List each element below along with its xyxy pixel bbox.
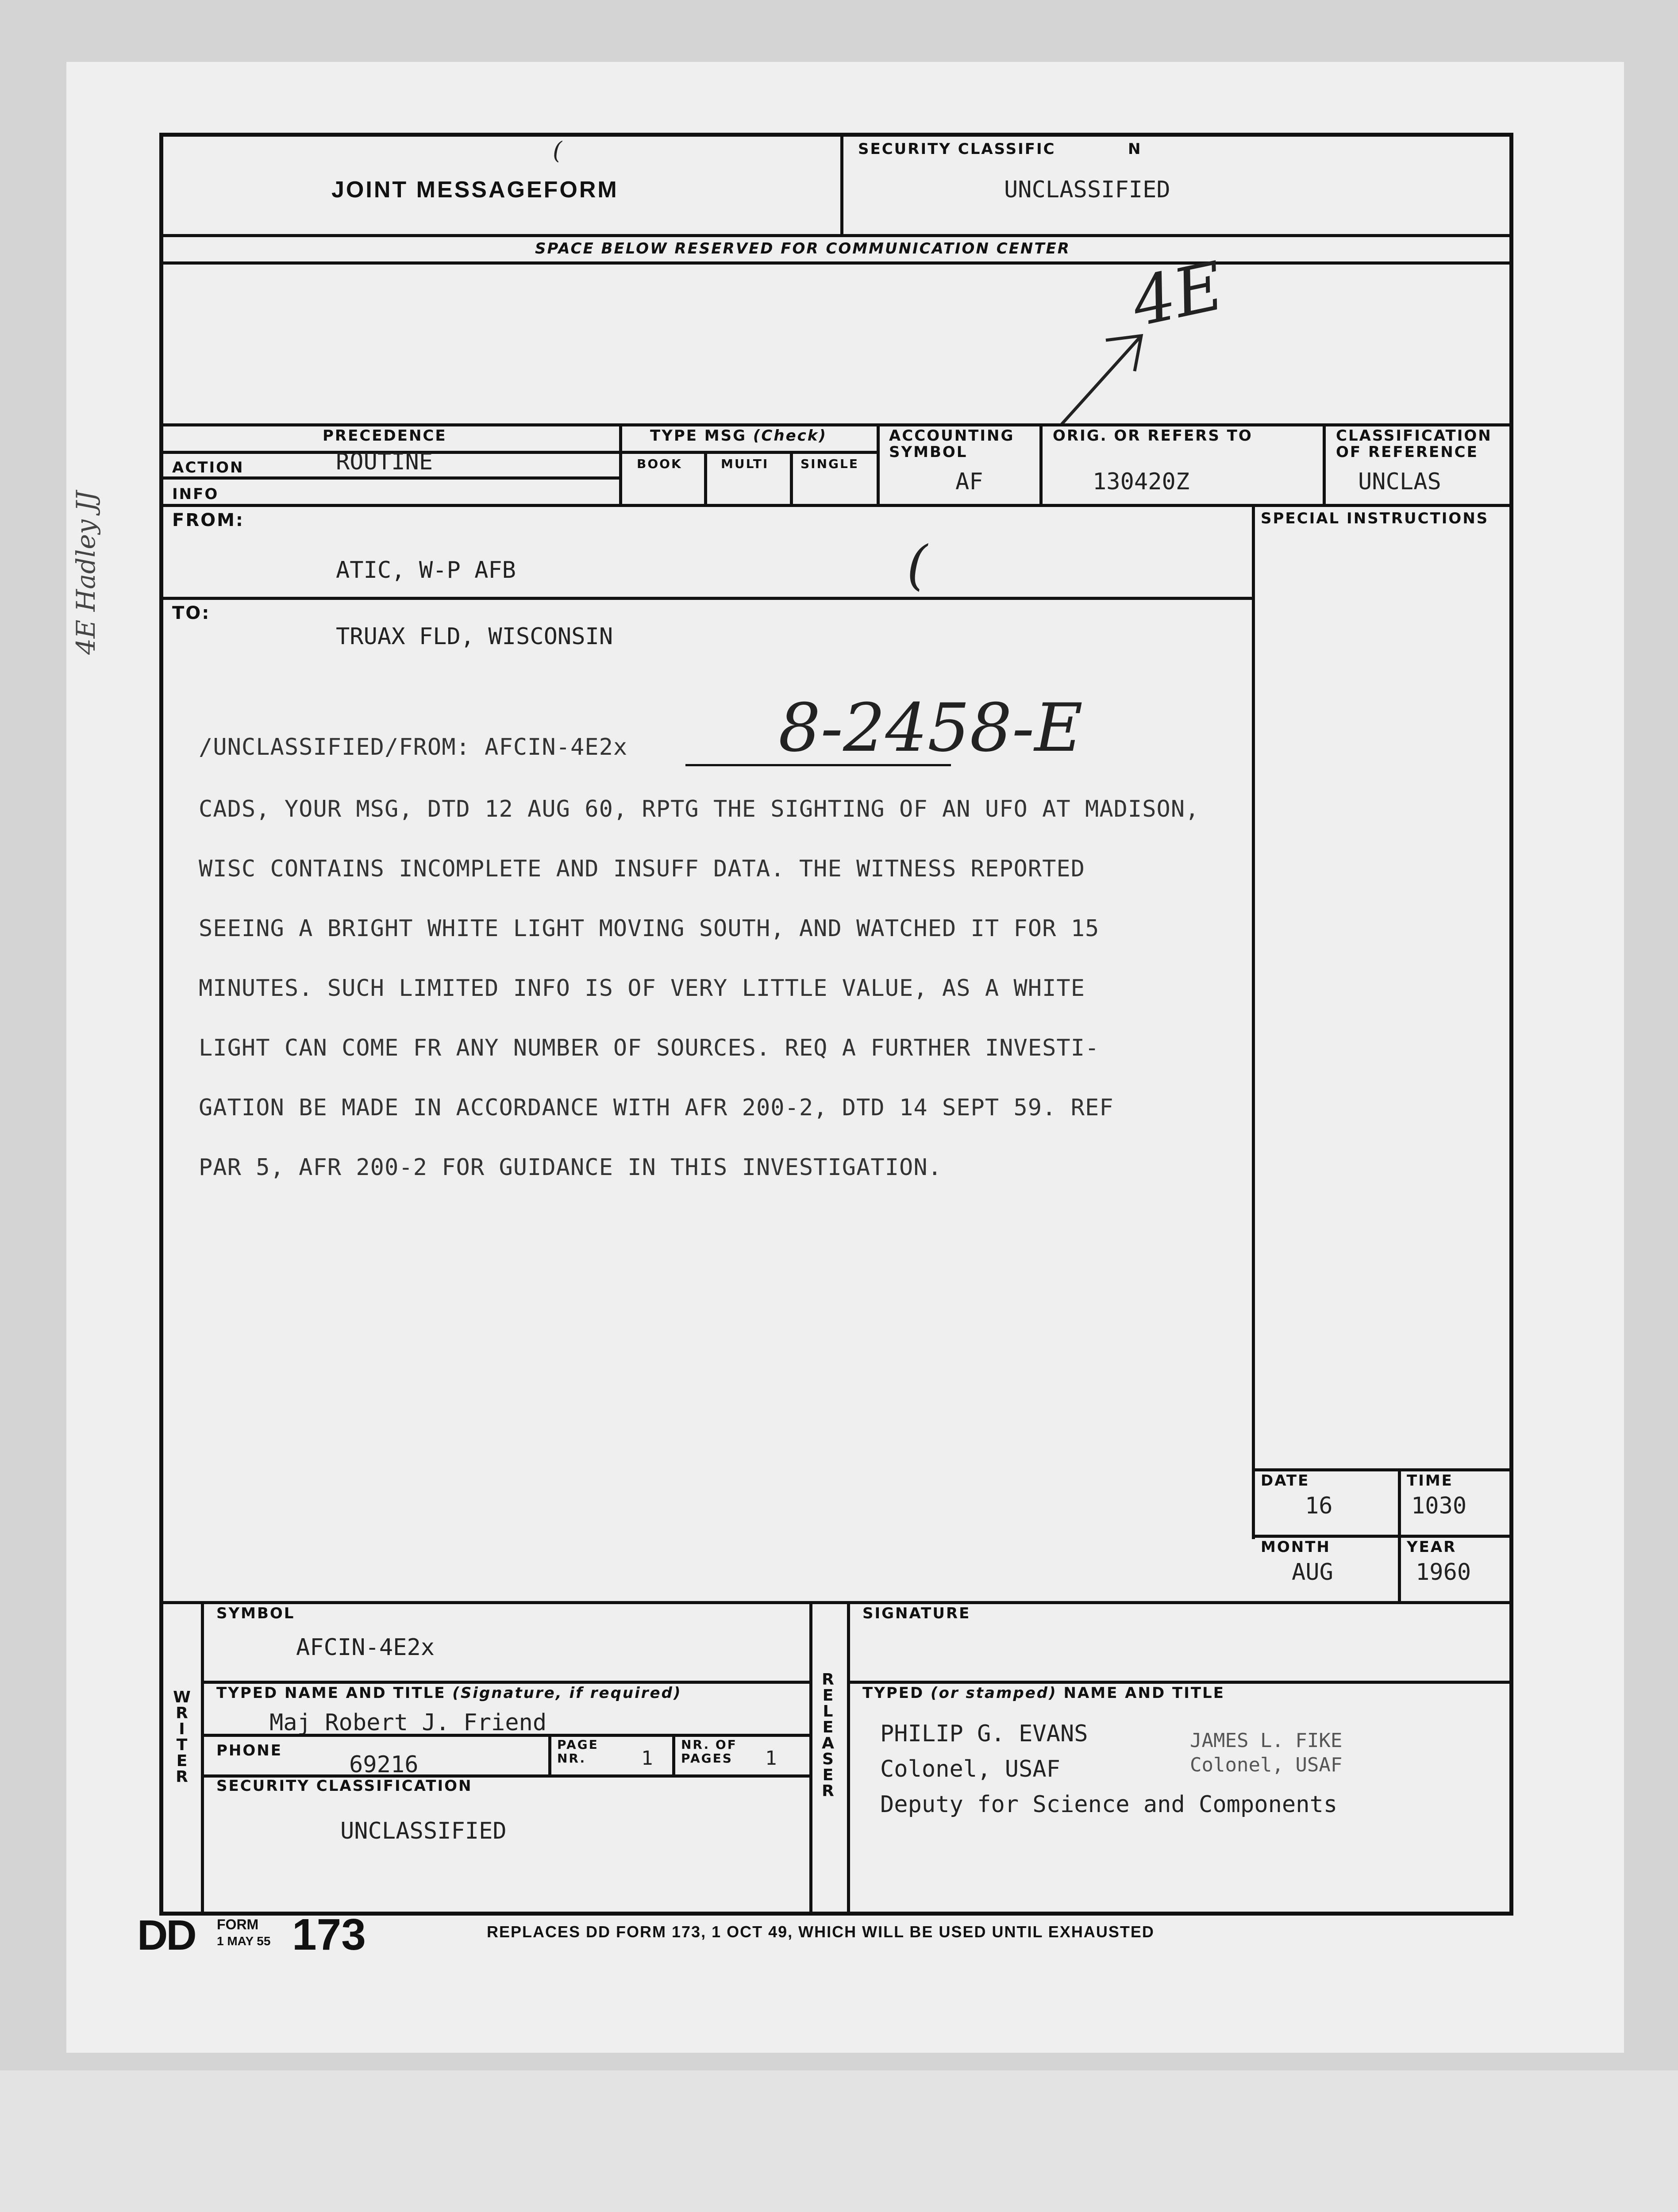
message-line-7: GATION BE MADE IN ACCORDANCE WITH AFR 200-2, DTD 14 SEPT 59. REF [199, 1094, 1114, 1121]
time-value: 1030 [1411, 1493, 1467, 1519]
message-line-2: CADS, YOUR MSG, DTD 12 AUG 60, RPTG THE SIGHTING OF AN UFO AT MADISON, [199, 796, 1200, 822]
action-label: ACTION [172, 459, 244, 476]
info-label: INFO [172, 485, 219, 503]
page-nr-label: PAGE NR. [557, 1737, 599, 1766]
typed-stamped-label: TYPED (or stamped) NAME AND TITLE [862, 1684, 1225, 1702]
nr-of-pages-value: 1 [765, 1747, 777, 1770]
page-nr-value: 1 [641, 1747, 653, 1770]
message-line-3: WISC CONTAINS INCOMPLETE AND INSUFF DATA. THE WITNESS REPORTED [199, 856, 1085, 882]
phone-label: PHONE [216, 1742, 282, 1759]
message-line-8: PAR 5, AFR 200-2 FOR GUIDANCE IN THIS INVESTIGATION. [199, 1154, 942, 1181]
type-msg-label: TYPE MSG (Check) [650, 427, 827, 445]
date-label: DATE [1261, 1472, 1310, 1490]
releaser-overstamp-name: JAMES L. FIKE [1190, 1729, 1343, 1752]
accounting-symbol-value: AF [955, 469, 983, 495]
single-label: SINGLE [801, 457, 859, 471]
signature-label: SIGNATURE [862, 1605, 971, 1622]
month-value: AUG [1292, 1559, 1333, 1586]
dd-mark: DD [137, 1912, 195, 1959]
check-mark: ( [553, 137, 562, 165]
accounting-symbol-label: ACCOUNTING SYMBOL [889, 427, 1015, 461]
joint-messageform [159, 133, 1513, 1916]
symbol-value: AFCIN-4E2x [296, 1634, 435, 1661]
form-word: FORM [217, 1916, 259, 1932]
multi-label: MULTI [721, 457, 769, 471]
year-value: 1960 [1416, 1559, 1471, 1586]
classification-of-reference-value: UNCLAS [1358, 469, 1441, 495]
writer-side-label: W R I T E R [173, 1688, 191, 1786]
orig-refers-to-value: 130420Z [1093, 469, 1190, 495]
message-line-6: LIGHT CAN COME FR ANY NUMBER OF SOURCES. REQ A FURTHER INVESTI- [199, 1035, 1100, 1061]
orig-refers-to-label: ORIG. OR REFERS TO [1053, 427, 1253, 445]
time-label: TIME [1407, 1472, 1453, 1490]
typed-name-value: Maj Robert J. Friend [269, 1709, 547, 1736]
book-label: BOOK [637, 457, 682, 471]
classification-of-reference-label: CLASSIFICATION OF REFERENCE [1336, 427, 1492, 461]
security-classification-label-tail: N [1128, 140, 1142, 158]
message-line-5: MINUTES. SUCH LIMITED INFO IS OF VERY LITTLE VALUE, AS A WHITE [199, 975, 1085, 1002]
phone-value: 69216 [349, 1751, 419, 1778]
form-title: JOINT MESSAGEFORM [331, 177, 619, 203]
writer-security-label: SECURITY CLASSIFICATION [216, 1777, 473, 1795]
date-value: 16 [1305, 1493, 1333, 1519]
symbol-label: SYMBOL [216, 1605, 295, 1622]
message-line-4: SEEING A BRIGHT WHITE LIGHT MOVING SOUTH, AND WATCHED IT FOR 15 [199, 915, 1100, 942]
releaser-side-label: R E L E A S E R [822, 1671, 834, 1800]
security-classification-label: SECURITY CLASSIFIC [858, 140, 1056, 158]
to-value: TRUAX FLD, WISCONSIN [336, 623, 613, 650]
releaser-name: PHILIP G. EVANS [880, 1720, 1088, 1747]
lower-sheet-background [0, 2070, 1678, 2212]
form-date: 1 MAY 55 [217, 1934, 271, 1948]
security-classification-value: UNCLASSIFIED [1004, 177, 1170, 203]
year-label: YEAR [1407, 1538, 1457, 1556]
precedence-label: PRECEDENCE [323, 427, 447, 445]
replaces-note: REPLACES DD FORM 173, 1 OCT 49, WHICH WILL BE USED UNTIL EXHAUSTED [487, 1923, 1155, 1941]
form-number: 173 [292, 1910, 366, 1959]
releaser-overstamp-rank: Colonel, USAF [1190, 1754, 1343, 1776]
releaser-rank: Colonel, USAF [880, 1756, 1060, 1782]
nr-of-pages-label: NR. OF PAGES [681, 1737, 737, 1766]
margin-note: 4E Hadley JJ [71, 491, 101, 655]
from-label: FROM: [172, 510, 244, 530]
corner-mark: 4E [1125, 247, 1230, 342]
arrow-annotation-icon [1057, 323, 1155, 429]
month-label: MONTH [1261, 1538, 1331, 1556]
typed-name-label: TYPED NAME AND TITLE (Signature, if required) [216, 1684, 682, 1702]
action-value: ROUTINE [336, 449, 433, 475]
reserved-note: SPACE BELOW RESERVED FOR COMMUNICATION CENTER [535, 240, 1070, 257]
special-instructions-label: SPECIAL INSTRUCTIONS [1261, 510, 1489, 527]
writer-security-value: UNCLASSIFIED [340, 1818, 507, 1844]
message-line-1: /UNCLASSIFIED/FROM: AFCIN-4E2x [199, 734, 628, 760]
releaser-title: Deputy for Science and Components [880, 1791, 1338, 1818]
from-value: ATIC, W-P AFB [336, 557, 516, 584]
to-label: TO: [172, 603, 211, 623]
stray-mark: ( [907, 535, 928, 596]
tracking-number: 8-2458-E [778, 690, 1083, 767]
